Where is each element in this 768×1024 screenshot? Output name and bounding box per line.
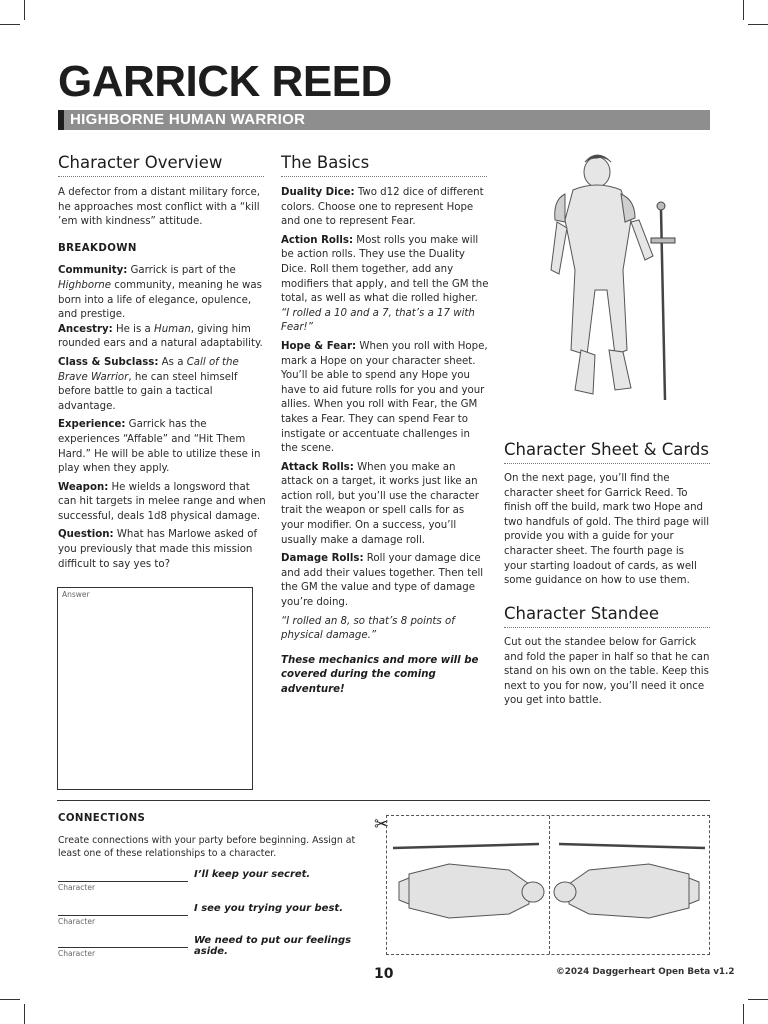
community-entry [58, 264, 268, 322]
answer-field[interactable] [57, 587, 253, 790]
overview-intro: A defector from a distant military force, he approaches most conflict with a “kill ’em with kindness” attitude. [58, 187, 261, 228]
connections-divider [57, 800, 710, 801]
class-text-b: , he can steel himself before battle to gain a tactical advantage. [58, 371, 238, 412]
damage-example-text: “I rolled an 8, so that’s 8 points of physical damage.” [281, 615, 455, 642]
hope-entry [281, 340, 489, 457]
sheet-text: On the next page, you’ll find the character sheet for Garrick Reed. To finish off the build, mark two Hope and two handfuls of gold. The third page will provide you with a guide for your character sheet. The fourth page is your starting loadout of cards, as well some guidance on how to use them. [504, 473, 710, 587]
damage-label: Damage Rolls: [281, 553, 364, 565]
community-text: Garrick is part of the [127, 265, 236, 277]
connection-row[interactable] [58, 903, 368, 933]
basics-heading: The Basics [281, 153, 370, 172]
character-illustration [535, 150, 695, 410]
crop-mark [743, 0, 744, 20]
action-text: Most rolls you make will be action rolls. They use the Duality Dice. Roll them together, add any modifiers that apply, and tell the GM the total, as well as what die rolled higher. [281, 234, 489, 305]
connections-heading: CONNECTIONS [58, 813, 146, 824]
copyright: ©2024 Daggerheart Open Beta v1.2 [556, 967, 735, 977]
weapon-text: He wields a longsword that can hit targets in melee range and when successful, deals 1d8 physical damage. [58, 481, 266, 522]
standee-cutout[interactable] [386, 815, 710, 955]
character-label: Character [58, 917, 96, 926]
crop-mark [0, 999, 20, 1000]
connection-quote: We need to put our feelings aside. [194, 935, 352, 957]
experience-text: Garrick has the experiences “Affable” and “Hit Them Hard.” He will be able to utilize these in play when they apply. [58, 419, 261, 475]
community-name: Highborne [58, 279, 112, 291]
crop-mark [748, 999, 768, 1000]
community-label: Community: [58, 265, 128, 277]
connections-desc: Create connections with your party before beginning. Assign at least one of these relationships to a character. [58, 835, 356, 860]
duality-entry [281, 186, 489, 230]
scissors-icon: ✂ [374, 814, 390, 835]
standee-column [504, 636, 710, 713]
duality-text: Two d12 dice of different colors. Choose one to represent Hope and one to represent Fear. [281, 187, 484, 228]
character-input-line[interactable] [58, 881, 188, 882]
ancestry-label: Ancestry: [58, 323, 113, 335]
standee-divider [504, 627, 710, 628]
crop-mark [743, 1004, 744, 1024]
duality-label: Duality Dice: [281, 187, 355, 198]
damage-entry [281, 552, 489, 610]
class-name: Call of the Brave Warrior [58, 356, 239, 383]
subtitle-tick [58, 110, 64, 130]
crop-mark [24, 0, 25, 20]
class-text: As a [158, 356, 187, 368]
crop-mark [0, 24, 20, 25]
attack-text: When you make an attack on a target, it works just like an action roll, but you’ll use the character trait the weapon or spell calls for as your modifier. On a success, you’ll usually make a damage roll. [281, 461, 479, 546]
class-label: Class & Subclass: [58, 356, 159, 368]
standee-text: Cut out the standee below for Garrick and fold the paper in half so that he can stand on his own on the table. Keep this next to you for now, you’ll need it once you get into battle. [504, 637, 710, 707]
action-example [281, 307, 489, 336]
subtitle-bar [58, 110, 710, 130]
connection-row[interactable] [58, 869, 368, 899]
standee-heading: Character Standee [504, 604, 659, 623]
subtitle: HIGHBORNE HUMAN WARRIOR [70, 111, 306, 128]
question-label: Question: [58, 529, 114, 541]
action-entry [281, 234, 489, 307]
page-number: 10 [374, 966, 394, 982]
connection-quote: I see you trying your best. [194, 903, 343, 914]
breakdown-heading: BREAKDOWN [58, 242, 137, 254]
connection-quote: I’ll keep your secret. [194, 869, 311, 880]
community-text-b: community, meaning he was born into a life of elegance, opulence, and prestige. [58, 279, 262, 321]
basics-column [281, 186, 489, 702]
weapon-label: Weapon: [58, 481, 109, 493]
closing-note [281, 654, 489, 698]
damage-text: Roll your damage dice and add their values together. Then tell the GM the value and type of damage you’re doing. [281, 553, 484, 609]
weapon-entry [58, 481, 268, 525]
sheet-column [504, 472, 710, 593]
character-label: Character [58, 883, 96, 892]
overview-divider [58, 176, 264, 177]
closing-text: These mechanics and more will be covered during the coming adventure! [281, 654, 479, 695]
page-title: GARRICK REED [58, 57, 392, 106]
ancestry-entry [58, 323, 268, 352]
standee-illustration [389, 834, 547, 944]
experience-entry [58, 418, 268, 476]
action-label: Action Rolls: [281, 234, 354, 246]
experience-label: Experience: [58, 419, 126, 431]
ancestry-name: Human [154, 323, 191, 335]
hope-text: When you roll with Hope, mark a Hope on your character sheet. You’ll be able to spend any Hope you have to aid future rolls for you and your allies. When you roll with Fear, the GM takes a Fear. They can spend Fear to instigate or accentuate challenges in the scene. [281, 340, 488, 455]
ancestry-text: He is a [112, 323, 155, 335]
character-label: Character [58, 949, 96, 958]
crop-mark [748, 24, 768, 25]
ancestry-text-b: , giving him rounded ears and a natural adaptability. [58, 323, 263, 350]
fold-line [549, 816, 550, 954]
damage-example [281, 615, 489, 644]
question-text: What has Marlowe asked of you previously that made this mission difficult to say yes to? [58, 529, 258, 570]
hope-label: Hope & Fear: [281, 340, 357, 352]
basics-divider [281, 176, 487, 177]
attack-label: Attack Rolls: [281, 461, 354, 473]
answer-label: Answer [62, 590, 90, 599]
action-example-text: “I rolled a 10 and a 7, that’s a 17 with Fear!” [281, 307, 475, 334]
character-input-line[interactable] [58, 947, 188, 948]
crop-mark [24, 1004, 25, 1024]
class-entry [58, 356, 268, 414]
character-input-line[interactable] [58, 915, 188, 916]
standee-illustration [551, 834, 709, 944]
overview-column [58, 186, 268, 576]
overview-heading: Character Overview [58, 153, 223, 172]
sheet-divider [504, 463, 710, 464]
question-entry [58, 528, 268, 572]
connection-row[interactable] [58, 935, 368, 965]
sheet-heading: Character Sheet & Cards [504, 440, 709, 459]
attack-entry [281, 461, 489, 549]
